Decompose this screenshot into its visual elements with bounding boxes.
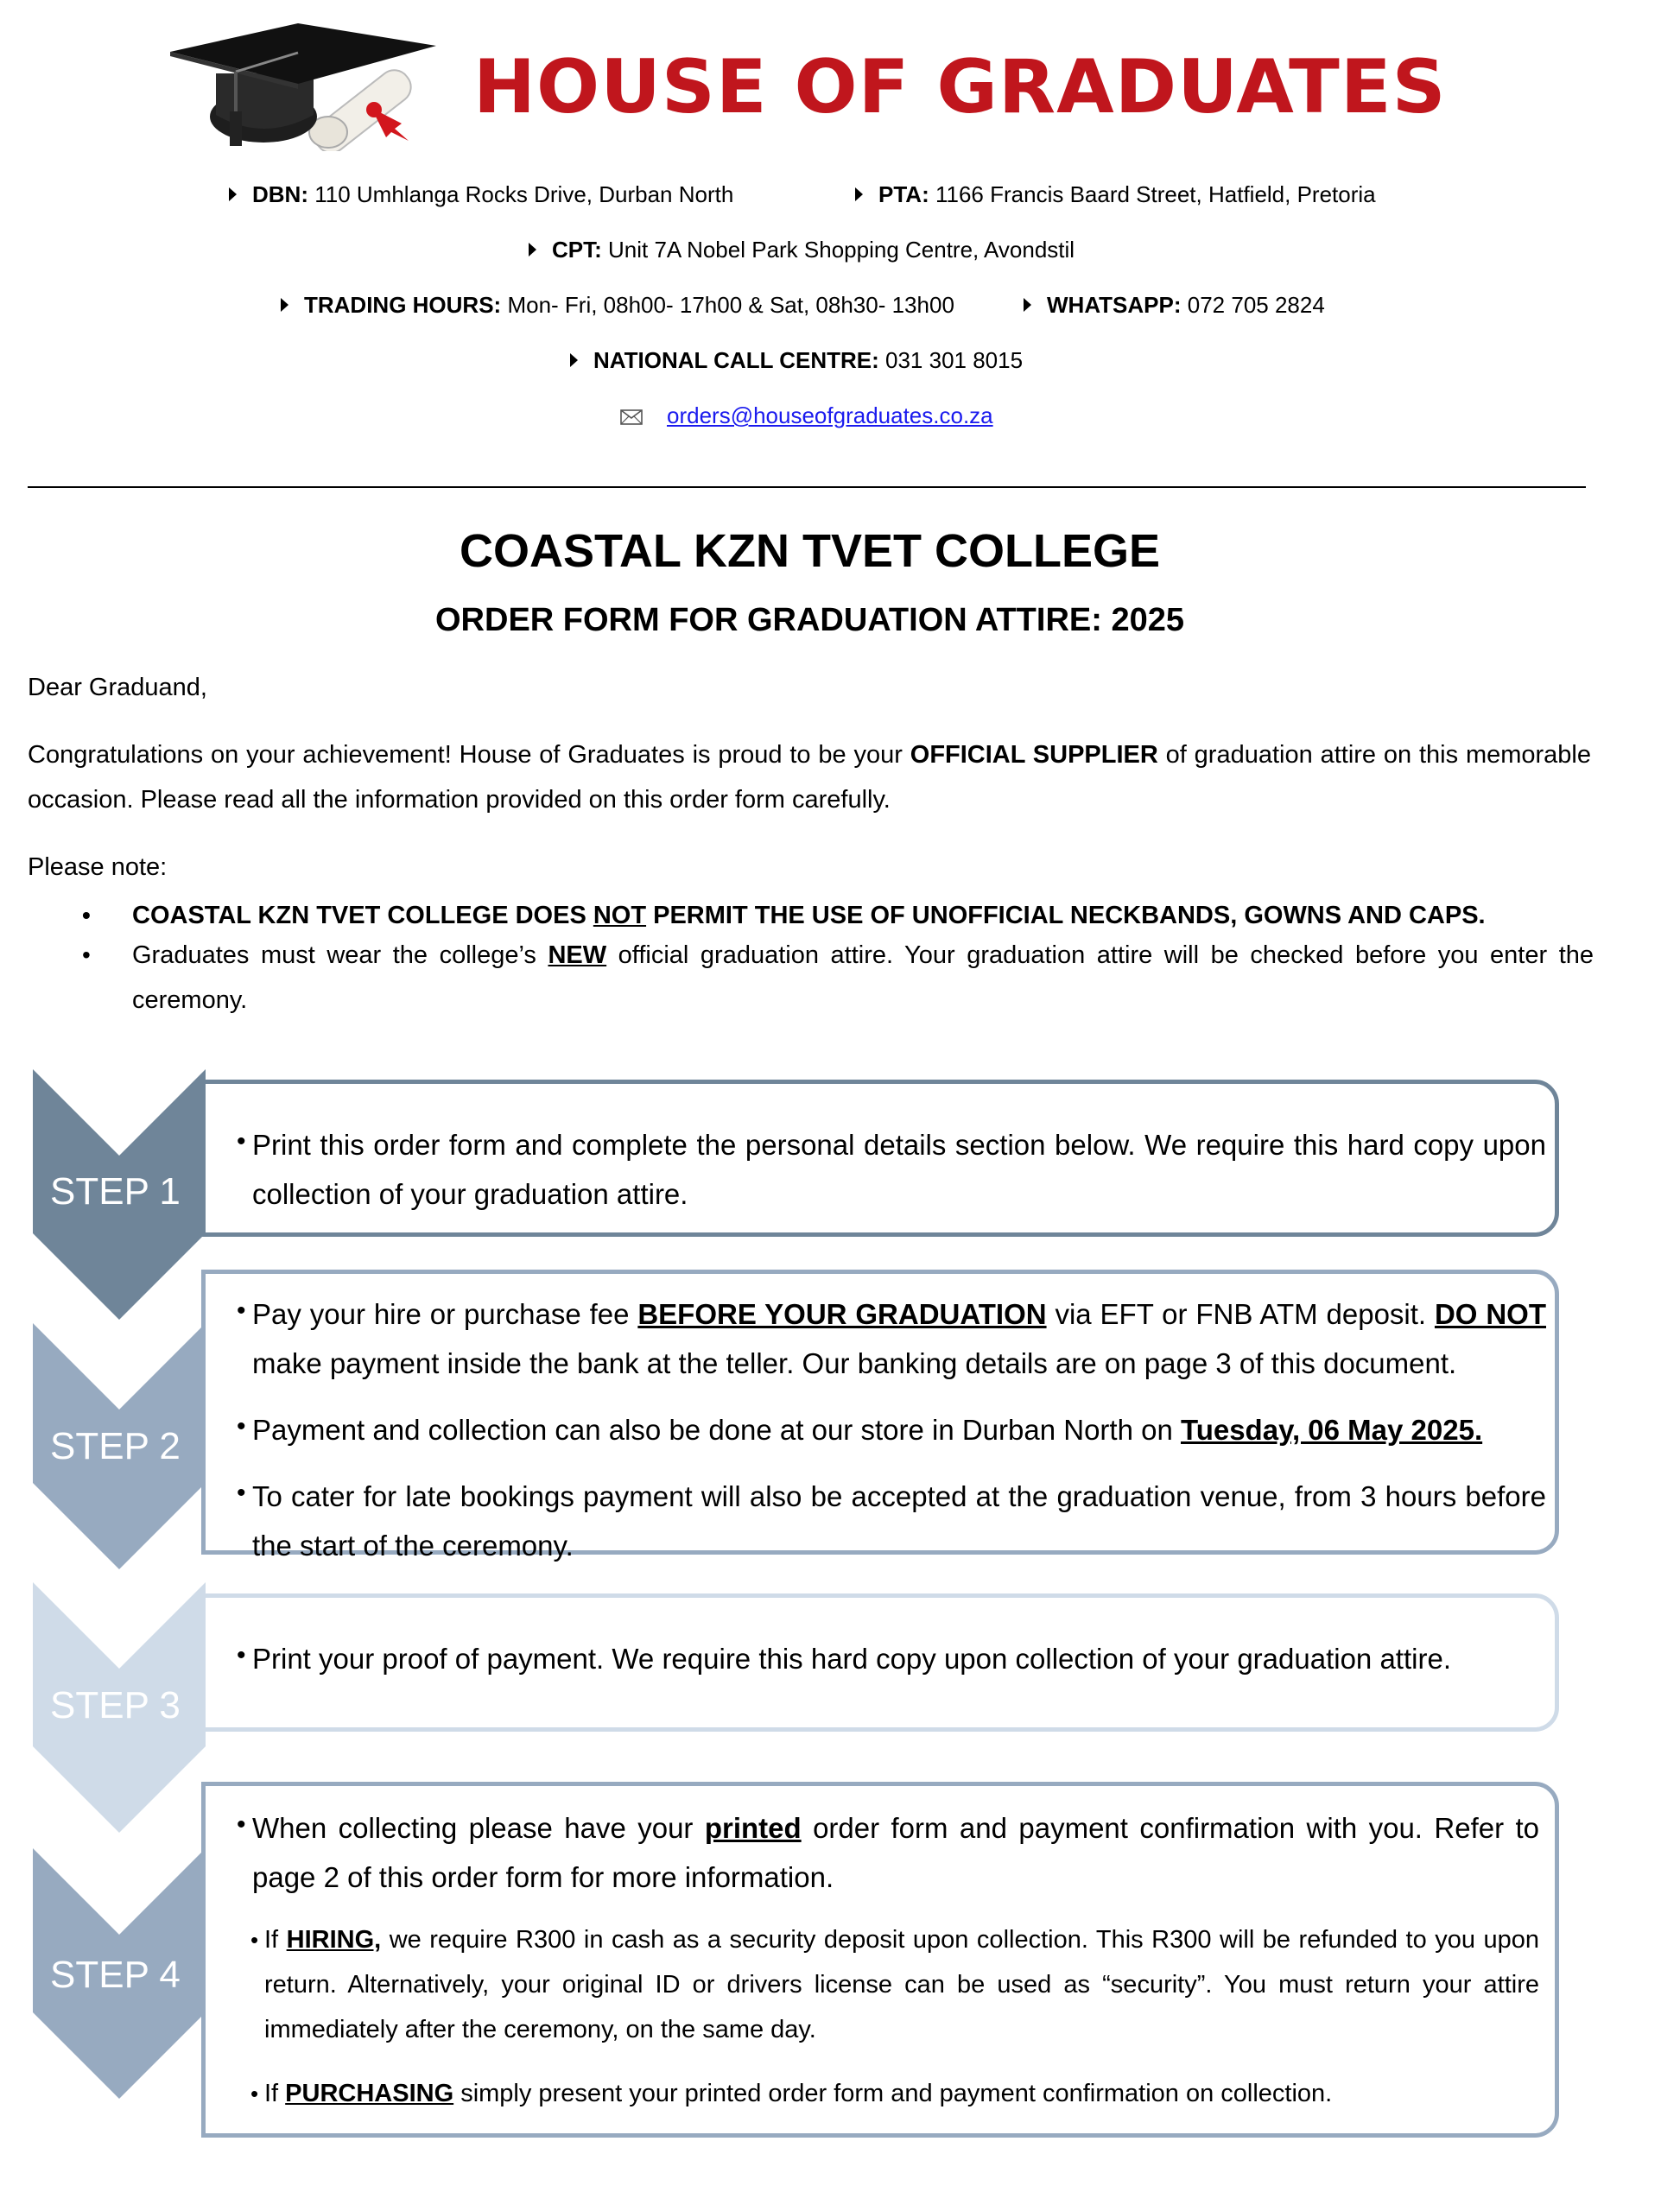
triangle-bullet-icon xyxy=(281,298,288,312)
header-divider xyxy=(28,486,1586,488)
step2-label: STEP 2 xyxy=(50,1425,181,1467)
step2-item: • Pay your hire or purchase fee BEFORE YOUR GRADUATION via EFT or FNB ATM deposit. DO NOT make payment inside the bank at the teller. Our banking details are on page 3 of this document. xyxy=(237,1296,1547,1379)
step4-subitem-hiring: • If HIRING, we require R300 in cash as a security deposit upon collection. This R300 will be refunded to you upon return. Alternatively, your original ID or drivers license can be used as “security”. You must return your attire immediately after the ceremony, on the same day. xyxy=(250,1926,1539,2043)
step4-label: STEP 4 xyxy=(50,1954,181,1996)
intro-paragraph: Congratulations on your achievement! House of Graduates is proud to be your OFFICIAL SUPPLIER of graduation attire on this memorable occasion. Please read all the information provided on this order form carefully. xyxy=(28,741,1592,814)
step3-label: STEP 3 xyxy=(50,1684,181,1726)
step3-box xyxy=(201,1593,1559,1732)
college-title: COASTAL KZN TVET COLLEGE xyxy=(459,525,1160,577)
note-label: Please note: xyxy=(28,853,168,881)
cpt-address: CPT: Unit 7A Nobel Park Shopping Centre, Avondstil xyxy=(529,237,1075,263)
pta-address: PTA: 1166 Francis Baard Street, Hatfield, Pretoria xyxy=(855,181,1376,207)
step2-item: • To cater for late bookings payment will also be accepted at the graduation venue, from 3 hours before the start of the ceremony. xyxy=(237,1479,1546,1562)
envelope-icon xyxy=(620,409,643,425)
salutation: Dear Graduand, xyxy=(28,674,207,701)
step2-box xyxy=(201,1270,1559,1562)
brand-title: HOUSE OF GRADUATES xyxy=(473,44,1447,130)
whatsapp-number: WHATSAPP: 072 705 2824 xyxy=(1024,292,1325,318)
step2-item: • Payment and collection can also be done at our store in Durban North on Tuesday, 06 May 2025. xyxy=(237,1412,1483,1446)
triangle-bullet-icon xyxy=(570,353,578,367)
email-line xyxy=(620,402,993,428)
notes-list xyxy=(82,898,1594,1023)
step1-box xyxy=(201,1080,1559,1237)
step2-chevron xyxy=(33,1271,206,1569)
graduation-cap-logo xyxy=(168,22,445,151)
triangle-bullet-icon xyxy=(855,187,863,201)
note-item: • Graduates must wear the college’s NEW official graduation attire. Your graduation attire will be checked before you enter the ceremony. xyxy=(82,933,1594,1023)
step4-item: • When collecting please have your printed order form and payment confirmation with you. Refer to page 2 of this order form for more information. xyxy=(237,1810,1540,1893)
call-centre-number: NATIONAL CALL CENTRE: 031 301 8015 xyxy=(570,347,1023,373)
email-link[interactable]: orders@houseofgraduates.co.za xyxy=(667,402,993,428)
step4-box xyxy=(201,1782,1559,2138)
note-item: • COASTAL KZN TVET COLLEGE DOES NOT PERMIT THE USE OF UNOFFICIAL NECKBANDS, GOWNS AND CAPS. xyxy=(82,898,1594,933)
dbn-address: DBN: 110 Umhlanga Rocks Drive, Durban North xyxy=(229,181,733,207)
form-title: ORDER FORM FOR GRADUATION ATTIRE: 2025 xyxy=(435,602,1184,638)
step4-subitem-purchasing: • If PURCHASING simply present your printed order form and payment confirmation on collection. xyxy=(250,2080,1333,2107)
step3-item: • Print your proof of payment. We require this hard copy upon collection of your graduation attire. xyxy=(237,1641,1451,1675)
triangle-bullet-icon xyxy=(229,187,237,201)
trading-hours: TRADING HOURS: Mon- Fri, 08h00- 17h00 & Sat, 08h30- 13h00 xyxy=(281,292,954,318)
step1-item: • Print this order form and complete the personal details section below. We require this hard copy upon collection of your graduation attire. xyxy=(237,1127,1546,1210)
step1-label: STEP 1 xyxy=(50,1170,181,1213)
triangle-bullet-icon xyxy=(529,243,536,257)
diploma-icon xyxy=(308,64,417,151)
triangle-bullet-icon xyxy=(1024,298,1031,312)
